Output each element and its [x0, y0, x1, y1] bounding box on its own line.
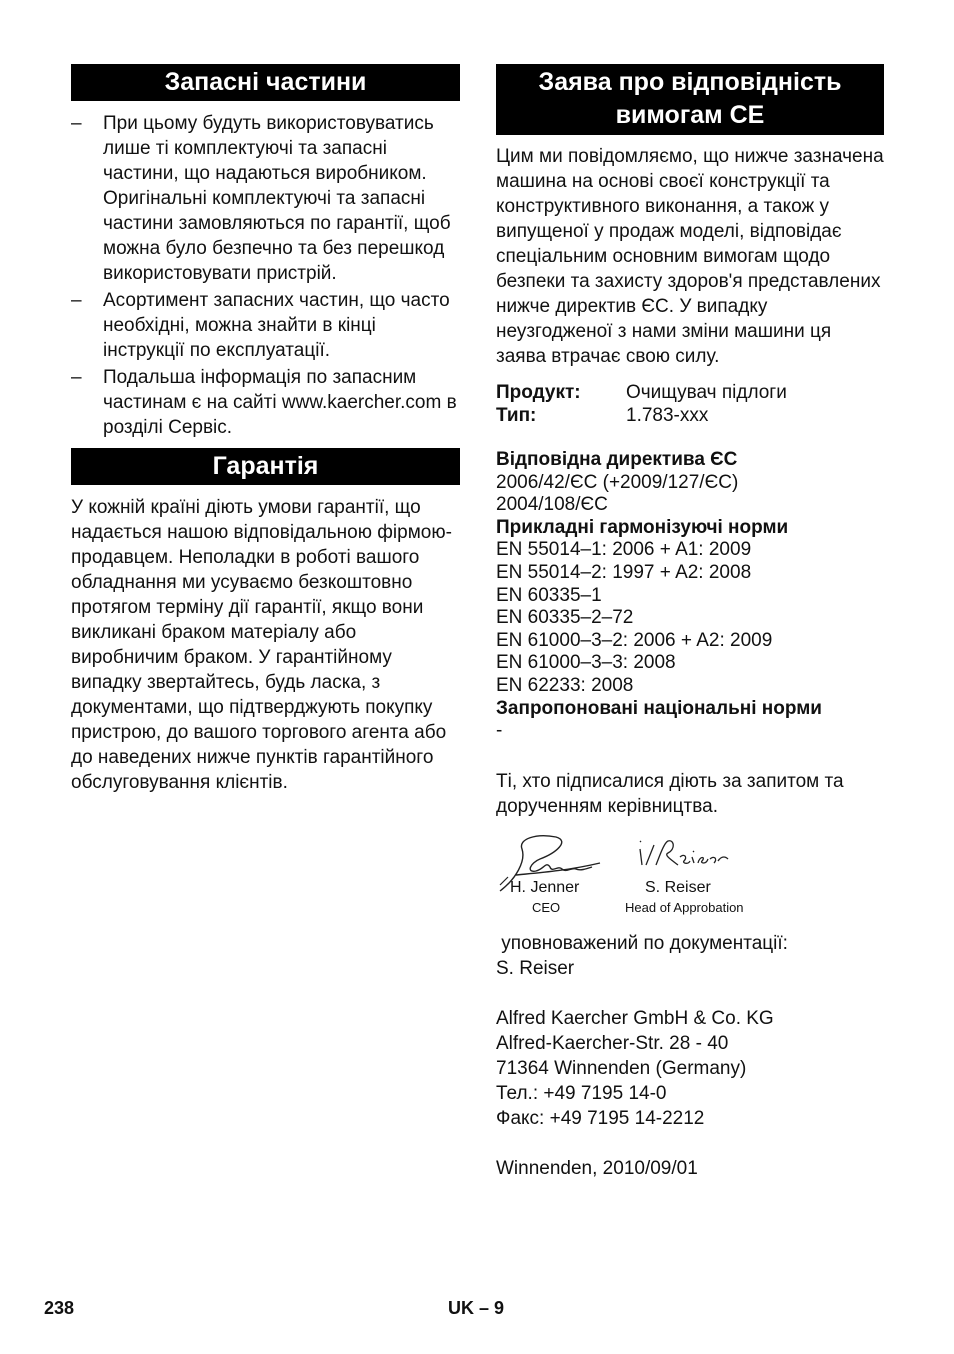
- harmonized-item: EN 55014–1: 2006 + A1: 2009: [496, 539, 752, 561]
- national-value: -: [496, 720, 503, 742]
- type-value: 1.783-xxx: [626, 405, 709, 426]
- declaration-heading-line1: Заява про відповідність: [538, 68, 842, 96]
- declaration-heading-line2: вимогам СЕ: [615, 101, 765, 129]
- directive-item: 2006/42/ЄС (+2009/127/ЄС): [496, 471, 739, 493]
- footer-section: UK – 9: [448, 1298, 505, 1318]
- list-item: [71, 365, 460, 440]
- directive-item: 2004/108/ЄС: [496, 494, 608, 516]
- harmonized-item: EN 60335–1: [496, 584, 602, 606]
- list-item: [71, 288, 460, 363]
- list-item: [71, 111, 460, 286]
- company-name: Alfred Kaercher GmbH & Co. KG: [496, 1007, 774, 1029]
- declaration-intro: Цим ми повідомляємо, що нижче зазначена машина на основі своєї конструкції та конструктивного виконання, а також у випущеної у продаж моделі, відповідає спеціальним основним вимогам щодо безпеки та захисту здоров'я представлених нижче директив ЄС. У випадку неузгодженої з нами зміни машини ця заява втрачає свою силу.: [496, 146, 884, 367]
- signer2-role: Head of Approbation: [625, 899, 744, 915]
- norms-block: [496, 449, 884, 743]
- harmonized-item: EN 61000–3–2: 2006 + A2: 2009: [496, 629, 773, 651]
- harmonized-item: EN 60335–2–72: [496, 607, 634, 629]
- company-street: Alfred-Kaercher-Str. 28 - 40: [496, 1032, 729, 1054]
- company-city: 71364 Winnenden (Germany): [496, 1057, 747, 1079]
- signer1-role: CEO: [532, 899, 561, 915]
- left-column: [71, 64, 460, 795]
- company-phone: Тел.: +49 7195 14-0: [496, 1082, 667, 1104]
- harmonized-item: EN 62233: 2008: [496, 674, 634, 696]
- spare-parts-heading: Запасні частини: [71, 64, 460, 101]
- dash-bullet: –: [71, 367, 82, 388]
- doc-auth-label: уповноважений по документації:: [496, 932, 788, 954]
- product-spec: [496, 381, 884, 427]
- harmonized-item: EN 61000–3–3: 2008: [496, 652, 676, 674]
- page-number: 238: [44, 1298, 75, 1318]
- signer2-name: S. Reiser: [645, 878, 711, 896]
- signatures: [496, 831, 884, 931]
- list-item-text: Подальша інформація по запасним частинам є на сайті www.kaercher.com в розділі Сервіс.: [103, 367, 457, 438]
- national-heading: Запропоновані національні норми: [496, 697, 822, 719]
- signer1-name: H. Jenner: [510, 878, 580, 896]
- signature-reiser: [634, 835, 734, 879]
- right-column: [496, 64, 884, 1181]
- harmonized-item: EN 55014–2: 1997 + A2: 2008: [496, 561, 752, 583]
- doc-auth-name: S. Reiser: [496, 957, 575, 979]
- warranty-heading: Гарантія: [71, 448, 460, 485]
- list-item-text: Асортимент запасних частин, що часто необхідні, можна знайти в кінці інструкції по експлуатації.: [103, 290, 450, 361]
- signers-text: Ті, хто підписалися діють за запитом та дорученням керівництва.: [496, 770, 844, 817]
- dash-bullet: –: [71, 113, 82, 134]
- place-date: Winnenden, 2010/09/01: [496, 1157, 698, 1179]
- harmonized-heading: Прикладні гармонізуючі норми: [496, 516, 789, 538]
- company-fax: Факс: +49 7195 14-2212: [496, 1107, 705, 1129]
- product-label: Продукт:: [496, 382, 581, 403]
- spare-parts-list: [71, 111, 460, 440]
- declaration-heading: [496, 64, 884, 135]
- product-value: Очищувач підлоги: [626, 382, 787, 403]
- warranty-text: У кожній країні діють умови гарантії, що надається нашою відповідальною фірмою-продавцем. Неполадки в роботі вашого обладнання ми усуваємо безкоштовно протягом терміну дії гарантії, якщо вони викликані браком матеріалу або виробничим браком. У гарантійному випадку звертайтесь, будь ласка, з документами, що підтверджують покупку пристрою, до вашого торгового агента або до наведених нижче пунктів гарантійного обслуговування клієнтів.: [71, 497, 452, 793]
- dash-bullet: –: [71, 290, 82, 311]
- directive-heading: Відповідна директива ЄС: [496, 449, 738, 470]
- type-label: Тип:: [496, 405, 537, 426]
- list-item-text: При цьому будуть використовуватись лише ті комплектуючі та запасні частини, що надаються виробником. Оригінальні комплектуючі та запасні частини замовляються по гарантії, щоб можна було безпечно та без перешкод використовувати пристрій.: [103, 113, 451, 284]
